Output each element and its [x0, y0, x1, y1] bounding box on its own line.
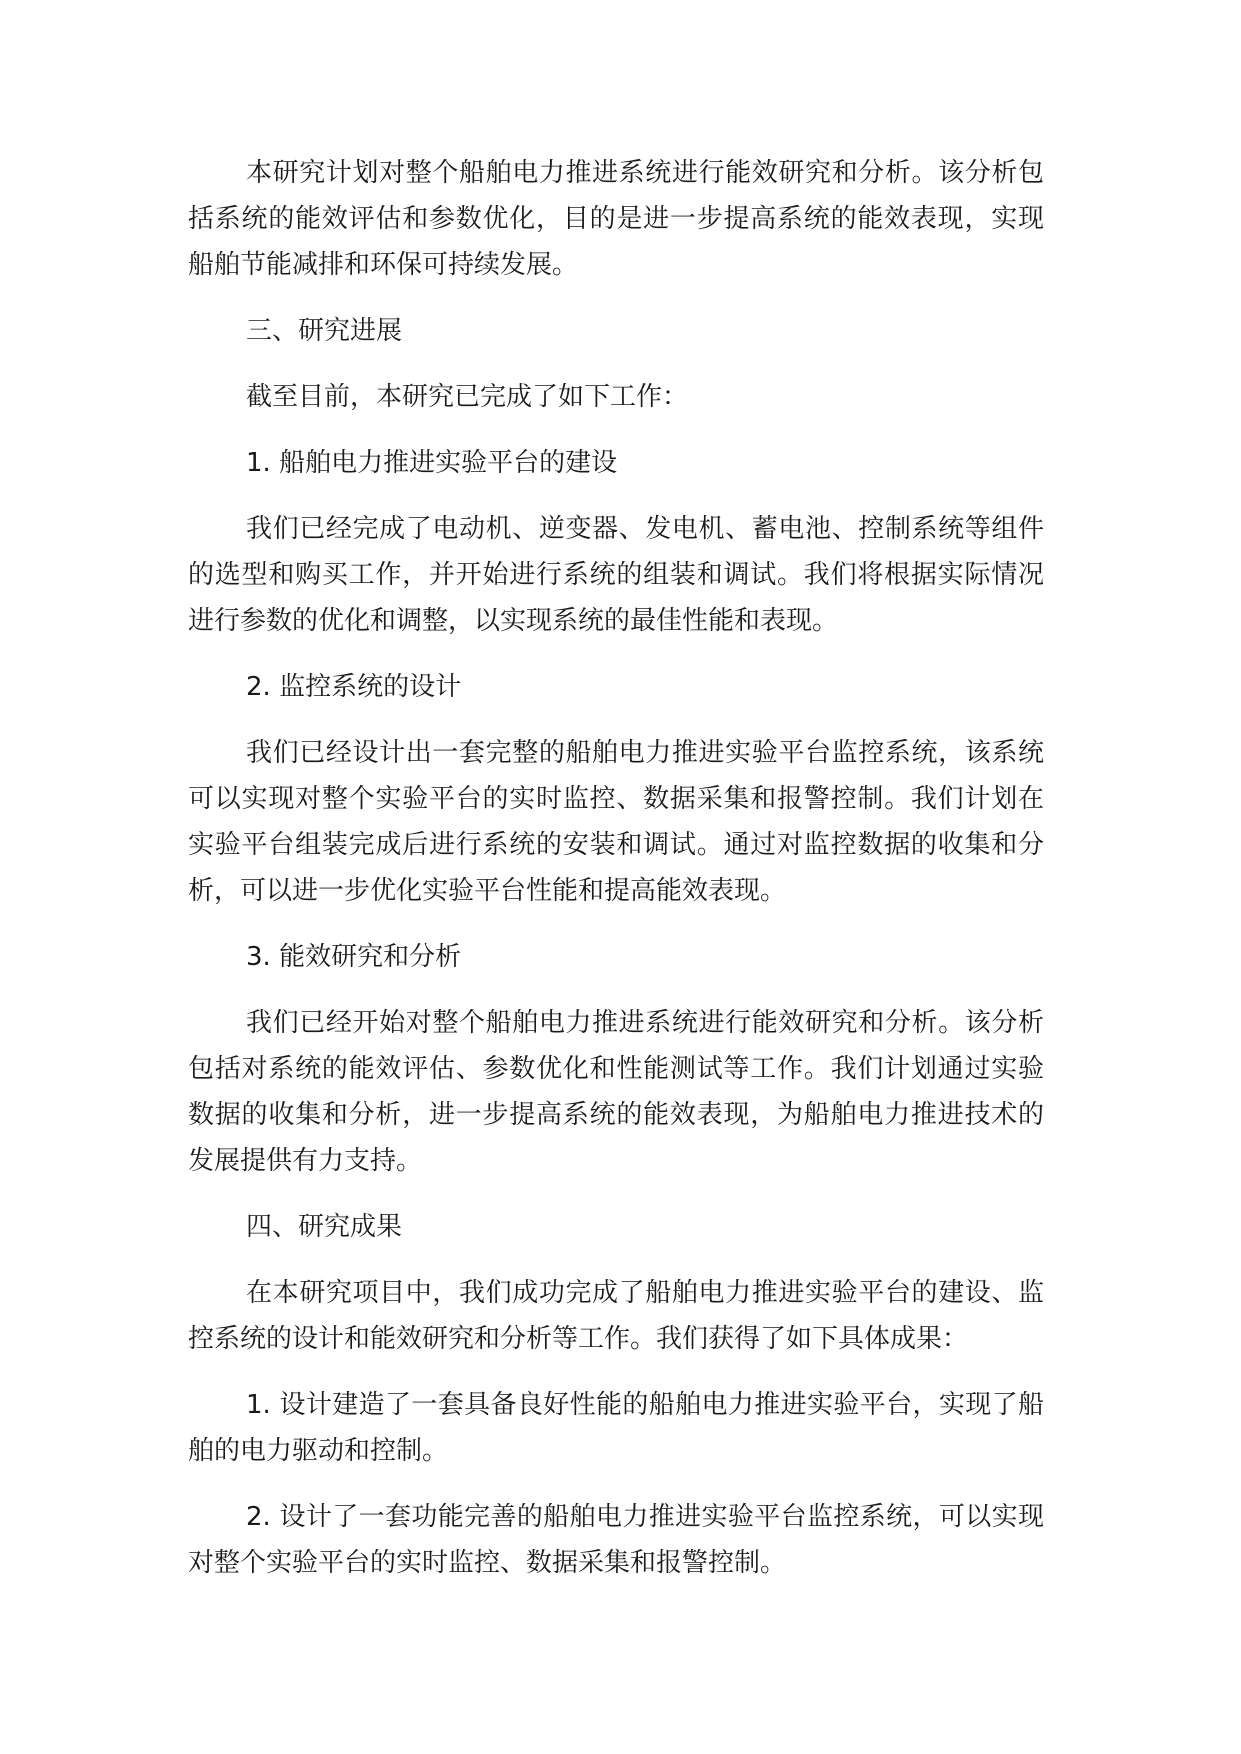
- paragraph-efficiency-analysis: 我们已经开始对整个船舶电力推进系统进行能效研究和分析。该分析包括对系统的能效评估、参数优化和性能测试等工作。我们计划通过实验数据的收集和分析，进一步提高系统的能效表现，为船舶电力推进技术的发展提供有力支持。: [188, 1008, 1044, 1176]
- subheading-platform-construction: 1. 船舶电力推进实验平台的建设: [246, 448, 618, 478]
- document-body: [188, 150, 1044, 1606]
- paragraph-energy-efficiency-plan: 本研究计划对整个船舶电力推进系统进行能效研究和分析。该分析包括系统的能效评估和参数优化，目的是进一步提高系统的能效表现，实现船舶节能减排和环保可持续发展。: [188, 158, 1044, 280]
- section-heading-research-progress: 三、研究进展: [246, 316, 403, 346]
- paragraph-progress-intro: 截至目前，本研究已完成了如下工作：: [246, 382, 689, 412]
- paragraph-monitoring-design: 我们已经设计出一套完整的船舶电力推进实验平台监控系统，该系统可以实现对整个实验平台的实时监控、数据采集和报警控制。我们计划在实验平台组装完成后进行系统的安装和调试。通过对监控数据的收集和分析，可以进一步优化实验平台性能和提高能效表现。: [188, 738, 1044, 906]
- paragraph-platform-construction: 我们已经完成了电动机、逆变器、发电机、蓄电池、控制系统等组件的选型和购买工作，并开始进行系统的组装和调试。我们将根据实际情况进行参数的优化和调整，以实现系统的最佳性能和表现。: [188, 514, 1044, 636]
- paragraph-results-intro: 在本研究项目中，我们成功完成了船舶电力推进实验平台的建设、监控系统的设计和能效研究和分析等工作。我们获得了如下具体成果：: [188, 1278, 1044, 1354]
- subheading-monitoring-design: 2. 监控系统的设计: [246, 672, 462, 702]
- subheading-efficiency-analysis: 3. 能效研究和分析: [246, 942, 462, 972]
- paragraph-result-1: 1. 设计建造了一套具备良好性能的船舶电力推进实验平台，实现了船舶的电力驱动和控制。: [188, 1390, 1044, 1466]
- paragraph-result-2: 2. 设计了一套功能完善的船舶电力推进实验平台监控系统，可以实现对整个实验平台的实时监控、数据采集和报警控制。: [188, 1502, 1044, 1578]
- section-heading-research-results: 四、研究成果: [246, 1212, 403, 1242]
